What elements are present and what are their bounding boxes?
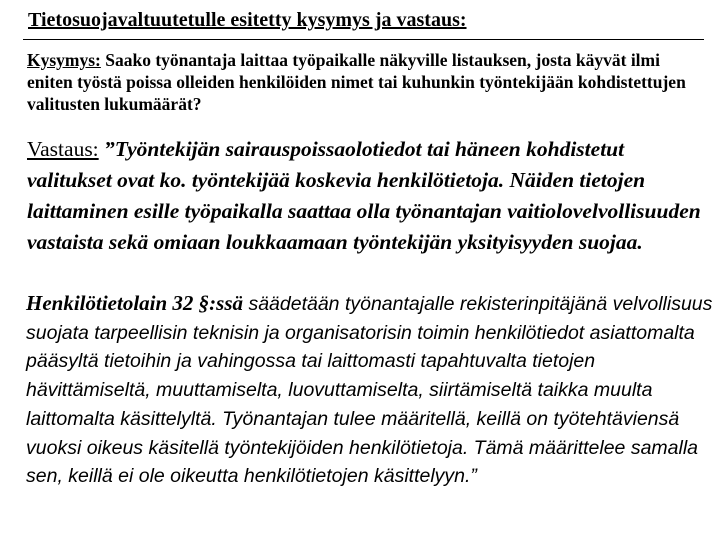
answer-text: ”Työntekijän sairauspoissaolotiedot tai häneen kohdistetut valitukset ovat ko. työntekijää koskevia henkilötietoja. Näiden tietojen laittaminen esille työpaikalla saattaa olla työnantajan vaitiolovelvollisuuden vastaista sekä omiaan loukkaamaan työntekijän yksityisyyden suojaa. <box>27 137 701 254</box>
law-text: säädetään työnantajalle rekisterinpitäjänä velvollisuus suojata tarpeellisin teknisin ja organisatorisin toimin henkilötiedot asiattomalta pääsyltä tietoihin ja vahingossa tai laittomasti tapahtuvalta tietojen hävittämiseltä, muuttamiselta, luovuttamiselta, siirtämiseltä taikka muulta laittomalta käsittelyltä. Työnantajan tulee määritellä, keillä on työtehtäviensä vuoksi oikeus käsitellä työntekijöiden henkilötietoja. Tämä määrittelee samalla sen, keillä ei ole oikeutta henkilötietojen käsittelyyn.” <box>26 293 713 488</box>
law-reference: Henkilötietolain 32 §:ssä <box>26 291 244 315</box>
law-paragraph <box>26 289 716 491</box>
title-divider <box>23 39 704 40</box>
question-text: Saako työnantaja laittaa työpaikalle näkyville listauksen, josta käyvät ilmi eniten työstä poissa olleiden henkilöiden nimet tai kuhunkin työntekijään kohdistettujen valitusten lukumäärät? <box>27 50 686 114</box>
question-label: Kysymys: <box>27 50 101 70</box>
answer-paragraph <box>27 134 711 258</box>
page-title: Tietosuojavaltuutetulle esitetty kysymys ja vastaus: <box>28 9 467 31</box>
question-paragraph <box>27 49 703 115</box>
answer-label: Vastaus: <box>27 137 99 161</box>
